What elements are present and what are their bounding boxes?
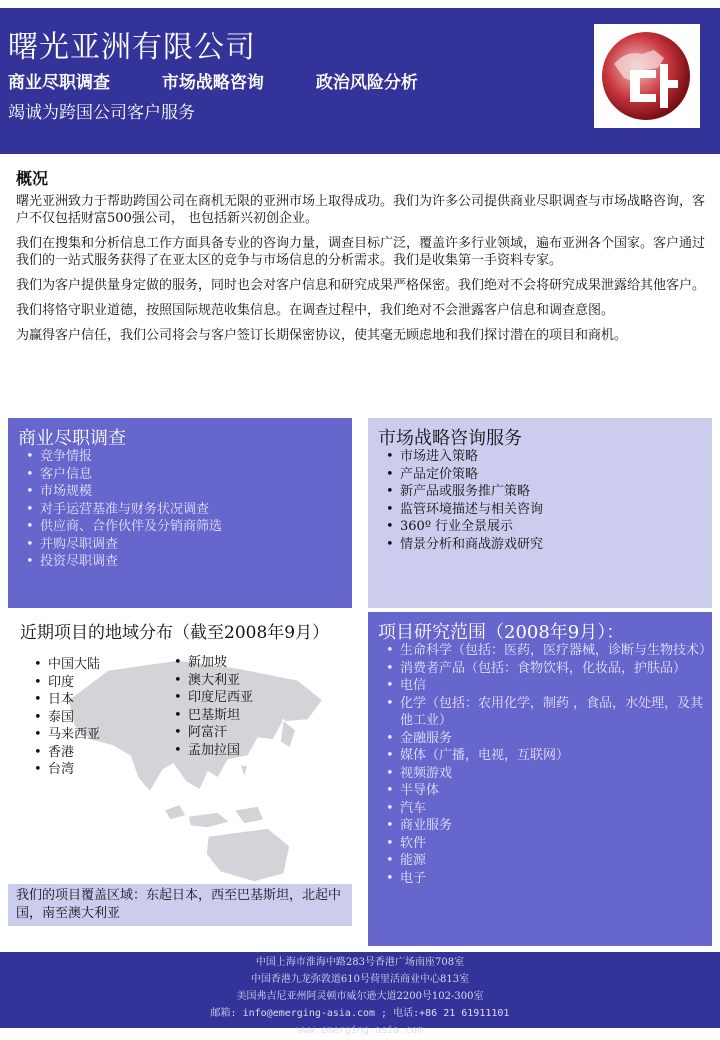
coverage-note: 我们的项目覆盖区域：东起日本，西至巴基斯坦，北起中国，南至澳大利亚 <box>8 884 352 926</box>
overview-paragraph: 为赢得客户信任，我们公司将会与客户签订长期保密协议，使其毫无顾虑地和我们探讨潜在的项目和商机。 <box>16 328 628 343</box>
list-item: • 情景分析和商战游戏研究 <box>378 536 708 554</box>
list-item: • 能源 <box>378 852 710 870</box>
service-strategy: 市场战略咨询 <box>161 73 264 93</box>
tagline: 竭诚为跨国公司客户服务 <box>8 103 195 123</box>
contact-line: 邮箱: info@emerging-asia.com ; 电话:+86 21 61911101 <box>210 1008 510 1019</box>
regions-panel <box>8 612 352 932</box>
address-hongkong: 中国香港九龙弥敦道610号荷里活商业中心813室 <box>250 974 470 985</box>
list-item: • 电信 <box>378 677 710 695</box>
list-item: • 供应商、合作伙伴及分销商筛选 <box>18 518 348 536</box>
list-item: • 消费者产品（包括：食物饮料，化妆品，护肤品） <box>378 660 710 678</box>
address-shanghai: 中国上海市淮海中路283号香港广场南座708室 <box>255 957 465 968</box>
overview-paragraph: 我们在搜集和分析信息工作方面具备专业的咨询力量，调查目标广泛，覆盖许多行业领域，遍布亚洲各个国家。客户通过我们的一站式服务获得了在亚太区的竞争与市场信息的分析需求。我们是收集第一手资料专家。 <box>16 236 706 268</box>
overview-section <box>16 170 710 352</box>
strategy-title: 市场战略咨询服务 <box>378 428 522 449</box>
address-usa: 美国弗吉尼亚州阿灵顿市威尔逊大道2200号102-300室 <box>236 991 484 1002</box>
overview-title: 概况 <box>16 169 49 188</box>
list-item: • 新产品或服务推广策略 <box>378 483 708 501</box>
list-item: • 对手运营基准与财务状况调查 <box>18 501 348 519</box>
list-item: • 印度 <box>26 674 166 692</box>
due-diligence-title: 商业尽职调查 <box>18 428 126 449</box>
list-item: • 印度尼西亚 <box>166 689 306 707</box>
region-list-left <box>26 656 166 779</box>
company-logo-icon <box>594 24 700 128</box>
list-item: • 并购尽职调查 <box>18 536 348 554</box>
list-item: • 汽车 <box>378 800 710 818</box>
overview-paragraph: 我们将恪守职业道德，按照国际规范收集信息。在调查过程中，我们绝对不会泄露客户信息和调查意图。 <box>16 303 615 318</box>
service-due-diligence: 商业尽职调查 <box>8 73 110 93</box>
service-list <box>8 68 464 93</box>
list-item: • 日本 <box>26 691 166 709</box>
list-item: • 新加坡 <box>166 654 306 672</box>
list-item: • 金融服务 <box>378 730 710 748</box>
list-item: • 竞争情报 <box>18 448 348 466</box>
list-item: • 360º 行业全景展示 <box>378 518 708 536</box>
region-list-right <box>166 654 306 759</box>
list-item: • 市场规模 <box>18 483 348 501</box>
list-item: • 化学（包括：农用化学，制药 ，食品，水处理，及其他工业） <box>378 695 710 730</box>
scope-panel <box>368 612 712 946</box>
list-item: • 巴基斯坦 <box>166 707 306 725</box>
company-name: 曙光亚洲有限公司 <box>8 30 256 65</box>
list-item: • 中国大陆 <box>26 656 166 674</box>
header-banner <box>0 8 720 154</box>
footer-contact <box>0 952 720 1036</box>
regions-title: 近期项目的地域分布（截至2008年9月） <box>20 623 330 643</box>
list-item: • 软件 <box>378 835 710 853</box>
strategy-panel <box>368 418 712 608</box>
list-item: • 投资尽职调查 <box>18 553 348 571</box>
list-item: • 客户信息 <box>18 466 348 484</box>
overview-paragraph: 我们为客户提供量身定做的服务，同时也会对客户信息和研究成果严格保密。我们绝对不会将研究成果泄露给其他客户。 <box>16 278 706 293</box>
list-item: • 香港 <box>26 744 166 762</box>
list-item: • 视频游戏 <box>378 765 710 783</box>
list-item: • 媒体（广播，电视，互联网） <box>378 747 710 765</box>
due-diligence-panel <box>8 418 352 608</box>
strategy-list <box>378 448 708 553</box>
list-item: • 孟加拉国 <box>166 742 306 760</box>
list-item: • 澳大利亚 <box>166 672 306 690</box>
list-item: • 商业服务 <box>378 817 710 835</box>
list-item: • 电子 <box>378 870 710 888</box>
service-political-risk: 政治风险分析 <box>315 73 418 93</box>
list-item: • 台湾 <box>26 761 166 779</box>
overview-paragraph: 曙光亚洲致力于帮助跨国公司在商机无限的亚洲市场上取得成功。我们为许多公司提供商业尽职调查与市场战略咨询，客户不仅包括财富500强公司， 也包括新兴初创企业。 <box>16 194 706 226</box>
list-item: • 产品定价策略 <box>378 466 708 484</box>
list-item: • 马来西亚 <box>26 726 166 744</box>
list-item: • 阿富汗 <box>166 724 306 742</box>
list-item: • 监管环境描述与相关咨询 <box>378 501 708 519</box>
scope-list <box>378 642 713 887</box>
list-item: • 半导体 <box>378 782 710 800</box>
list-item: • 市场进入策略 <box>378 448 708 466</box>
website-link[interactable]: www.emerging-asia.com <box>296 1025 424 1036</box>
scope-title: 项目研究范围（2008年9月）： <box>378 622 625 643</box>
list-item: • 生命科学（包括：医药，医疗器械，诊断与生物技术） <box>378 642 710 660</box>
due-diligence-list <box>18 448 348 571</box>
list-item: • 泰国 <box>26 709 166 727</box>
